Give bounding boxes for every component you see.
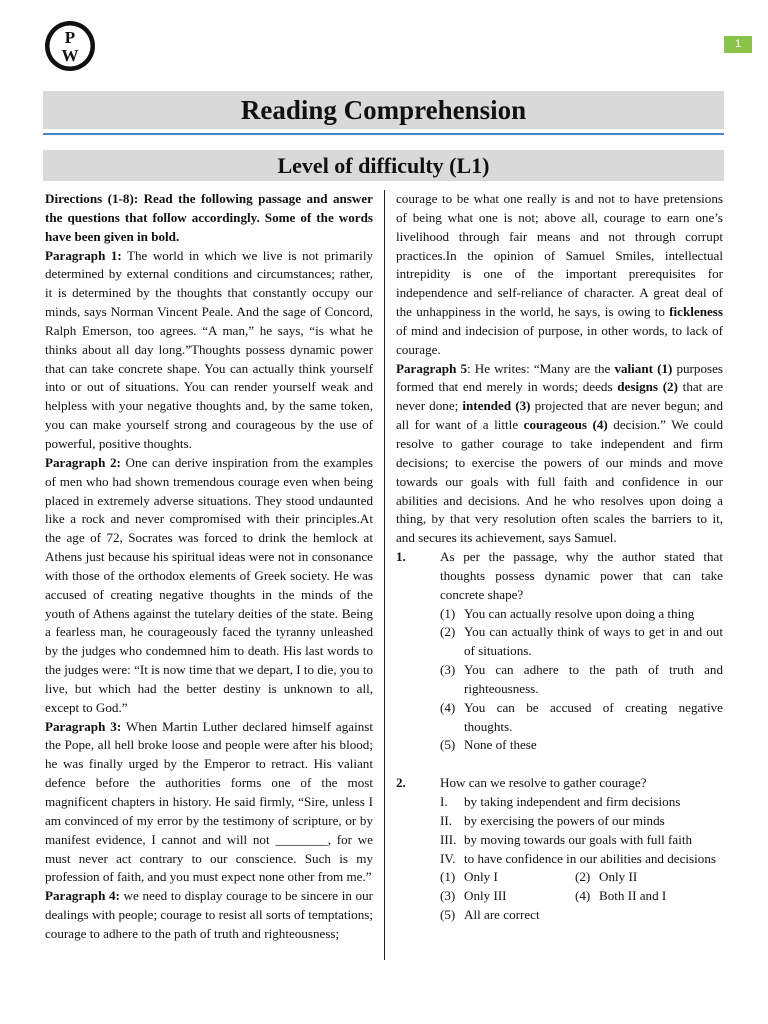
option: (3) Only III (440, 888, 507, 904)
option: (1) You can actually resolve upon doing a thing (440, 605, 695, 621)
question-2: 2. How can we resolve to gather courage? I. by taking independent and firm decisions II. by exercising the powers of our minds III. by moving towards our goals with full faith IV. to have confidence in our abilities and decisions (1) Only I (2) Only II (3) Only III (4) Both II and I (5) All are correct (396, 774, 723, 925)
title-banner (43, 91, 724, 129)
page-number: 1 (724, 36, 752, 53)
paragraph-1: Paragraph 1: The world in which we live is not primarily determined by external conditions and circumstances; rather, it is determined by the thoughts that constantly occupy our minds, says Norman Vincent Peale. And the sage of Concord, Ralph Emerson, too agrees. “A man,” he says, “is what he thinks about all day long.”Thoughts possess dynamic power that can take concrete shape. You can actually think yourself into or out of situations. You can render yourself weak and helpless with your negative thoughts and, by the same token, you can make yourself strong and courageous by the use of powerful, positive thoughts. (45, 247, 373, 451)
option: (4) You can be accused of creating negative thoughts. (440, 699, 723, 734)
option: (1) Only I (440, 869, 498, 885)
statement: I. by taking independent and firm decisions (440, 794, 681, 809)
statement: IV. to have confidence in our abilities and decisions (440, 850, 716, 866)
option: (5) None of these (440, 737, 537, 753)
svg-text:W: W (61, 46, 79, 65)
option: (3) You can adhere to the path of truth and righteousness. (440, 662, 723, 696)
option: (2) You can actually think of ways to get in and out of situations. (440, 624, 723, 659)
paragraph-3: Paragraph 3: When Martin Luther declared himself against the Pope, all hell broke loose and people were after his blood; he was finally urged by the Emperor to retract. His valiant defence before the authorities forms one of the most magnificent chapters in history. He said firmly, “Sire, unless I am convinced of my error by the testimony of scripture, or by manifest evidence, I cannot and will not ________, for we must never act contrary to our conscience. Such is my profession of faith, and you must expect none other from me.” (45, 718, 373, 885)
paragraph-5: Paragraph 5: He writes: “Many are the valiant (1) purposes formed that end merely in words; deeds designs (2) that are never done; intended (3) projected that are never begun; and all for want of a little courageous (4) decision.” We could resolve to gather courage to take independent and firm decisions; to exercise the powers of our minds and move towards our goals with full faith and confidence in our abilities and decisions. And he who resolves upon doing a thing, by that very resolution often scales the barriers to it, and secures its achievement, says Samuel. (396, 360, 724, 546)
option: (5) All are correct (440, 907, 540, 923)
option: (4) Both II and I (575, 888, 667, 904)
directions: Directions (1-8): Read the following passage and answer the questions that follow accordingly. Some of the words have been given in bold. (45, 191, 373, 244)
svg-text:P: P (64, 28, 76, 47)
difficulty-level: Level of difficulty (L1) (277, 152, 490, 178)
page-title: Reading Comprehension (240, 94, 527, 125)
column-divider (384, 190, 385, 960)
paragraph-4-continued: courage to be what one really is and not to have pretensions of being what one is not; above all, courage to earn one’s livelihood through fair means and not through corrupt practices.In the opinion of Samuel Smiles, intellectual intrepidity is one of the important prerequisites for independence and self-reliance of character. A great deal of the unhappiness in the world, he says, is owing to fickleness of mind and indecision of purpose, in other words, to lack of courage. (396, 191, 723, 357)
pw-logo (44, 20, 96, 72)
title-underline (43, 133, 724, 135)
level-banner (43, 150, 724, 181)
paragraph-2: Paragraph 2: One can derive inspiration from the examples of men who had shown tremendous courage even when being placed in extremely adverse situations. They stood undaunted like a rock and never compromised with their principles.At the age of 72, Socrates was forced to drink the hemlock at Athens just because his spiritual ideas were not in consonance with those of the orthodox elements of Greek society. He was accused of creating negative thoughts in the minds of the youth of Athens against the tutelary deities of the state. Being a fearless man, he courageously faced the tyranny unleashed by the judges who condemned him to death. His last words to the judges were: “It is now time that we depart, I to die, you to live, but which had the better destiny is unknown to all, except to God.” (45, 454, 373, 715)
left-column (45, 190, 373, 944)
option: (2) Only II (575, 869, 638, 885)
statement: III. by moving towards our goals with full faith (440, 831, 693, 847)
question-1: 1. As per the passage, why the author stated that thoughts possess dynamic power that can take concrete shape? (1) You can actually resolve upon doing a thing (2) You can actually think of ways to get in and out of situations. (3) You can adhere to the path of truth and righteousness. (4) You can be accused of creating negative thoughts. (5) None of these (396, 548, 723, 755)
paragraph-4: Paragraph 4: we need to display courage to be sincere in our dealings with people; courage to resist all sorts of temptations; courage to adhere to the path of truth and righteousness; (45, 888, 373, 941)
statement: II. by exercising the powers of our minds (440, 812, 665, 828)
right-column (396, 190, 723, 925)
